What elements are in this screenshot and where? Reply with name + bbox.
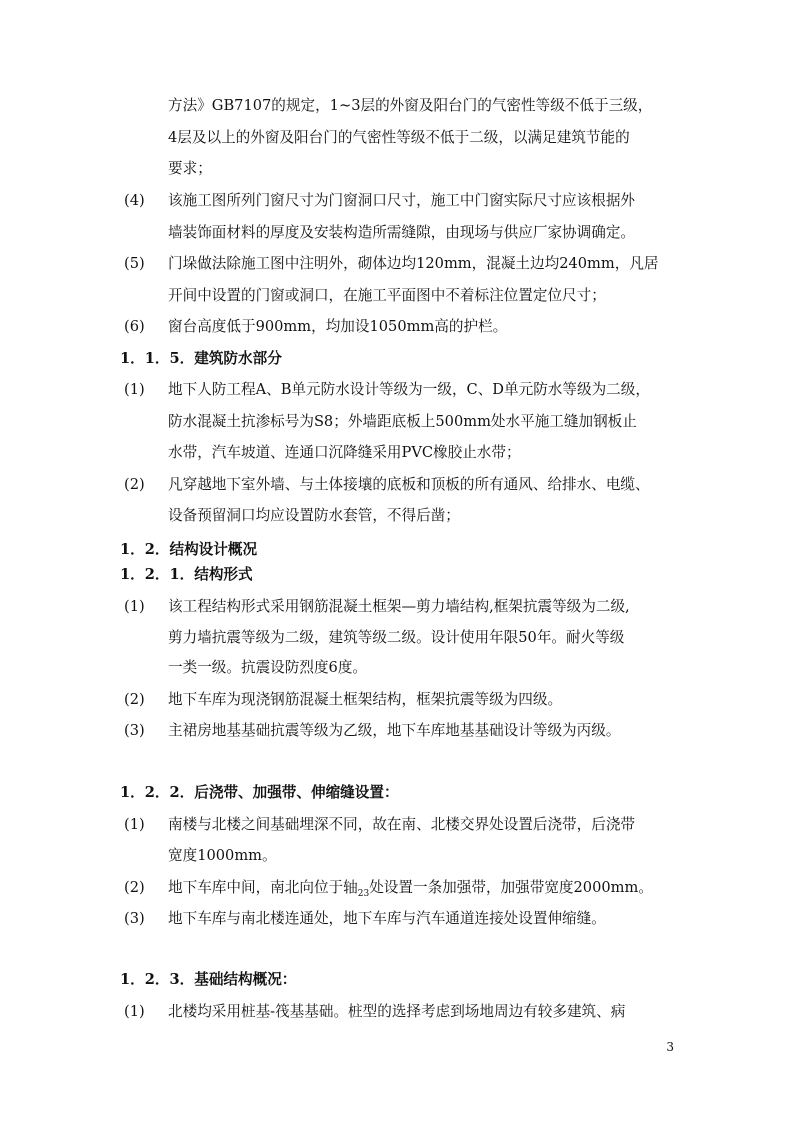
item-number: (4) xyxy=(124,192,145,209)
paragraph-line: 主裙房地基基础抗震等级为乙级，地下车库地基基础设计等级为丙级。 xyxy=(168,722,621,739)
paragraph-line: 南楼与北楼之间基础埋深不同，故在南、北楼交界处设置后浇带，后浇带 xyxy=(168,816,636,833)
paragraph-line: 凡穿越地下室外墙、与土体接壤的底板和顶板的所有通风、给排水、电缆、 xyxy=(168,476,650,493)
paragraph-line: 方法》GB7107的规定，1~3层的外窗及阳台门的气密性等级不低于三级， xyxy=(168,97,653,114)
paragraph-line: 宽度1000mm。 xyxy=(168,847,277,864)
item-number: (2) xyxy=(124,691,145,708)
item-number: (1) xyxy=(124,816,145,833)
paragraph-line: 该施工图所列门窗尺寸为门窗洞口尺寸，施工中门窗实际尺寸应该根据外 xyxy=(168,192,636,209)
item-number: (3) xyxy=(124,910,145,927)
paragraph-line: 要求； xyxy=(168,160,212,177)
paragraph-line: 窗台高度低于900mm，均加设1050mm高的护栏。 xyxy=(168,318,508,335)
paragraph-line: 设备预留洞口均应设置防水套管，不得后凿； xyxy=(168,507,460,524)
item-number: (1) xyxy=(124,381,145,398)
paragraph-line: 水带，汽车坡道、连通口沉降缝采用PVC橡胶止水带； xyxy=(168,444,521,461)
text-fragment: 处设置一条加强带，加强带宽度2000mm。 xyxy=(369,879,653,896)
paragraph-line: 门垛做法除施工图中注明外，砌体边均120mm，混凝土边均240mm，凡居 xyxy=(168,255,659,272)
section-heading: 1．2．2．后浇带、加强带、伸缩缝设置： xyxy=(120,784,399,801)
paragraph-line: 一类一级。抗震设防烈度6度。 xyxy=(168,659,368,676)
item-number: (2) xyxy=(124,879,145,896)
axis-subscript: 23 xyxy=(357,888,370,899)
section-heading: 1．2．结构设计概况 xyxy=(120,541,258,558)
paragraph-line: 地下人防工程A、B单元防水设计等级为一级，C、D单元防水等级为二级， xyxy=(168,381,650,398)
paragraph-line: 开间中设置的门窗或洞口，在施工平面图中不着标注位置定位尺寸； xyxy=(168,287,606,304)
item-number: (2) xyxy=(124,476,145,493)
text-fragment: 地下车库中间，南北向位于轴 xyxy=(168,879,358,896)
paragraph-line: 剪力墙抗震等级为二级，建筑等级二级。设计使用年限50年。耐火等级 xyxy=(168,629,625,646)
paragraph-line: 北楼均采用桩基-筏基基础。桩型的选择考虑到场地周边有较多建筑、病 xyxy=(168,1003,626,1020)
section-heading: 1．1．5．建筑防水部分 xyxy=(120,350,282,367)
item-number: (6) xyxy=(124,318,145,335)
item-number: (5) xyxy=(124,255,145,272)
paragraph-line: 防水混凝土抗渗标号为S8；外墙距底板上500mm处水平施工缝加钢板止 xyxy=(168,413,637,430)
item-number: (3) xyxy=(124,722,145,739)
paragraph-line: 墙装饰面材料的厚度及安装构造所需缝隙，由现场与供应厂家协调确定。 xyxy=(168,224,636,241)
section-heading: 1．2．3．基础结构概况： xyxy=(120,971,297,988)
section-heading: 1．2．1．结构形式 xyxy=(120,566,253,583)
paragraph-line: 地下车库与南北楼连通处，地下车库与汽车通道连接处设置伸缩缝。 xyxy=(168,910,606,927)
item-number: (1) xyxy=(124,598,145,615)
paragraph-line: 4层及以上的外窗及阳台门的气密性等级不低于二级，以满足建筑节能的 xyxy=(168,129,630,146)
item-number: (1) xyxy=(124,1003,145,1020)
page-number: 3 xyxy=(666,1040,674,1054)
paragraph-line: 地下车库为现浇钢筋混凝土框架结构，框架抗震等级为四级。 xyxy=(168,691,563,708)
paragraph-line xyxy=(168,878,653,904)
paragraph-line: 该工程结构形式采用钢筋混凝土框架—剪力墙结构,框架抗震等级为二级, xyxy=(168,598,630,615)
